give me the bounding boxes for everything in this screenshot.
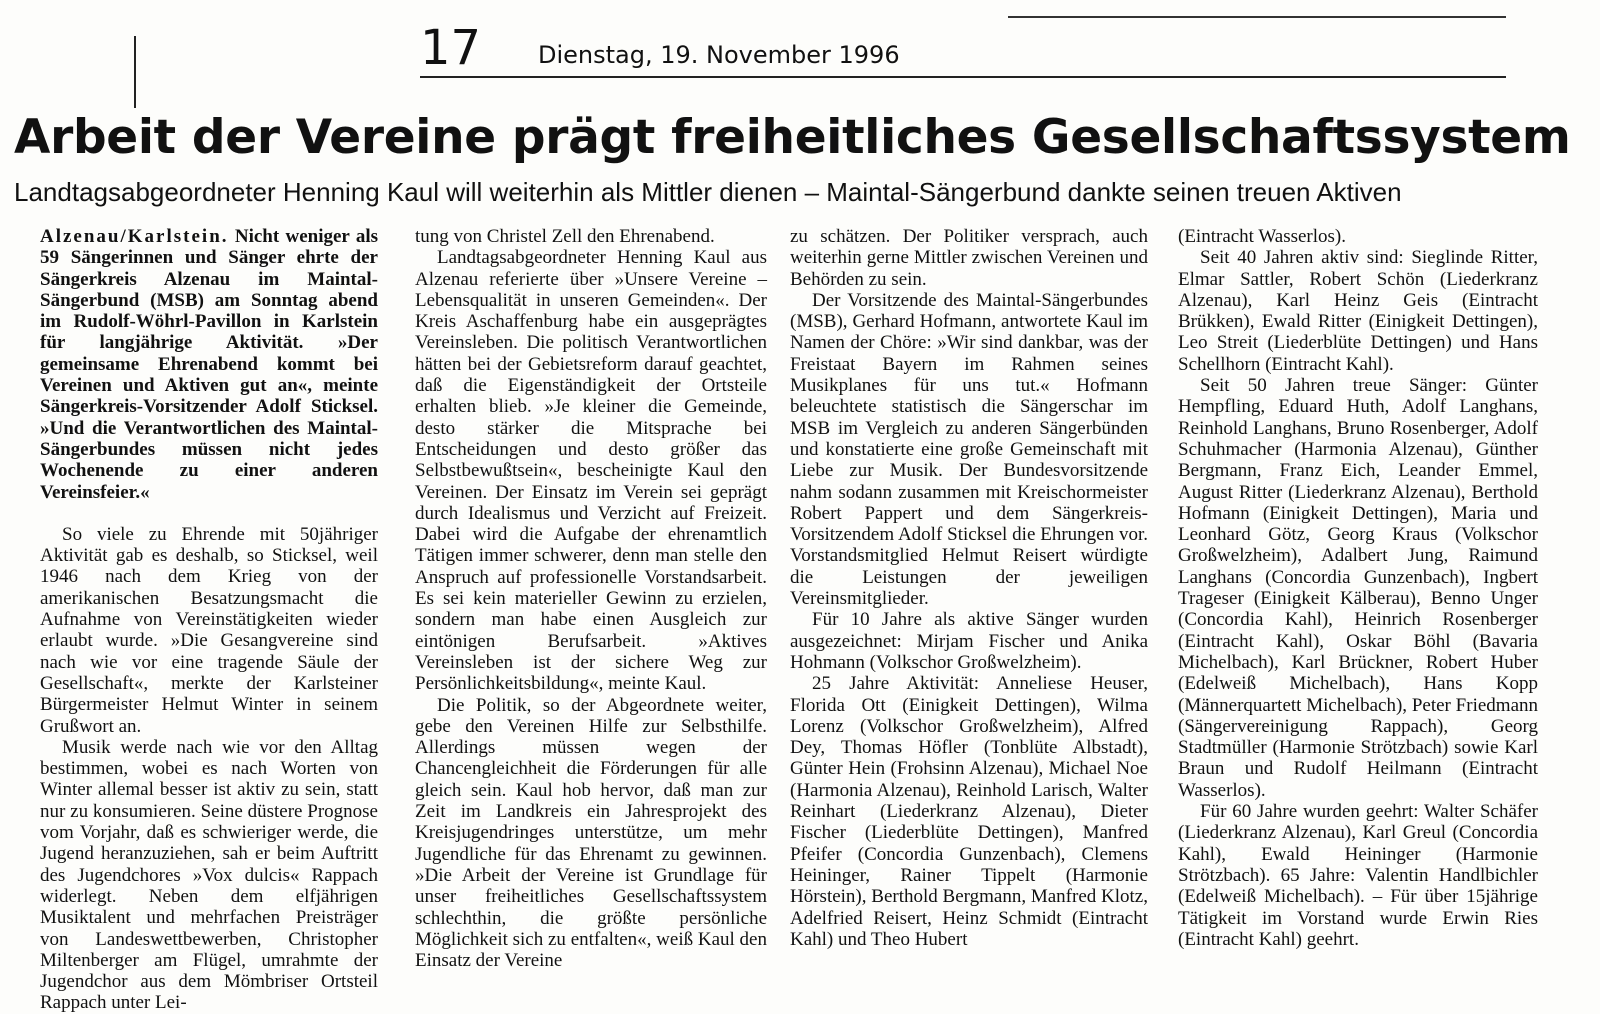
page-date: Dienstag, 19. November 1996 <box>538 41 900 69</box>
article-paragraph: 25 Jahre Aktivität: Anneliese Heuser, Florida Ott (Einigkeit Dettingen), Wilma Lorenz (Volkschor Großwelzheim), Alfred Dey, Thomas Höfler (Tonblüte Albstadt), Günter Hein (Frohsinn Alzenau), Michael Noe (Harmonia Alzenau), Reinhold Larisch, Walter Reinhart (Liederkranz Alzenau), Dieter Fischer (Liederblüte Dettingen), Manfred Pfeifer (Concordia Gunzenbach), Clemens Heininger, Rainer Tippelt (Harmonie Hörstein), Berthold Bergmann, Manfred Klotz, Adelfried Reisert, Heinz Schmidt (Eintracht Kahl) und Theo Hubert <box>790 673 1148 950</box>
article-paragraph: tung von Christel Zell den Ehrenabend. <box>415 226 715 247</box>
article-column-2 <box>415 226 767 976</box>
article-paragraph: Für 60 Jahre wurden geehrt: Walter Schäfer (Liederkranz Alzenau), Karl Greul (Concordia Kahl), Ewald Heininger (Harmonie Strötzbach). 65 Jahre: Valentin Handlbichler (Edelweiß Michelbach). – Für über 15jährige Tätigkeit im Vorstand wurde Erwin Ries (Eintracht Kahl) geehrt. <box>1178 801 1538 950</box>
top-rule <box>1008 16 1506 18</box>
article-paragraph: Der Vorsitzende des Maintal-Sängerbundes (MSB), Gerhard Hofmann, antwortete Kaul im Namen der Chöre: »Wir sind dankbar, was der Freistaat Bayern im Rahmen seines Musikplanes für uns tut.« Hofmann beleuchtete statistisch die Sängerschar im MSB im Vergleich zu anderen Sängerbünden und konstatierte eine große Gemeinschaft mit Liebe zur Musik. Der Bundesvorsitzende nahm sodann zusammen mit Kreischormeister Robert Pappert und dem Sängerkreis-Vorsitzendem Adolf Sticksel die Ehrungen vor. Vorstandsmitglied Helmut Reisert würdigte die Leistungen der jeweiligen Vereinsmitglieder. <box>790 289 1148 610</box>
subheadline: Landtagsabgeordneter Henning Kaul will weiterhin als Mittler dienen – Maintal-Sängerbund dankte seinen treuen Aktiven <box>14 177 1402 207</box>
article-paragraph: Für 10 Jahre als aktive Sänger wurden ausgezeichnet: Mirjam Fischer und Anika Hohmann (Volkschor Großwelzheim). <box>790 609 1148 673</box>
margin-rule <box>134 36 136 108</box>
article-paragraph: Landtagsabgeordneter Henning Kaul aus Alzenau referierte über »Unsere Vereine – Lebensqualität in unseren Gemeinden«. Der Kreis Aschaffenburg habe ein ausgeprägtes Vereinsleben. Die politisch Verantwortlichen hätten bei der Gebietsreform darauf geachtet, daß die Eigenständigkeit der Ortsteile erhalten blieb. »Je kleiner die Gemeinde, desto stärker die Mitsprache bei Entscheidungen und desto größer das Selbstbewußtsein«, bescheinigte Kaul den Vereinen. Der Einsatz im Verein sei geprägt durch Idealismus und Verzicht auf Freizeit. Dabei wird die Aufgabe der ehrenamtlich Tätigen immer schwerer, denn man stelle den Anspruch auf professionelle Vorstandsarbeit. Es sei kein materieller Gewinn zu erzielen, sondern man habe einen Ausgleich zur eintönigen Berufsarbeit. »Aktives Vereinsleben ist der sichere Weg zur Persönlichkeitsbildung«, meinte Kaul. <box>415 247 767 695</box>
lead-text: Nicht weniger als 59 Sängerinnen und Sänger ehrte der Sängerkreis Alzenau im Maintal-Sängerbund (MSB) am Sonntag abend im Rudolf-Wöhrl-Pavillon in Karlstein für langjährige Aktivität. »Der gemeinsame Ehrenabend kommt bei Vereinen und Aktiven gut an«, meinte Sängerkreis-Vorsitzender Adolf Sticksel. »Und die Verantwortlichen des Maintal-Sängerbundes müssen nicht jedes Wochenende zu einer anderen Vereinsfeier.« <box>40 226 378 503</box>
page-masthead <box>420 22 1506 78</box>
article-paragraph: Seit 40 Jahren aktiv sind: Sieglinde Ritter, Elmar Sattler, Robert Schön (Liederkranz Alzenau), Karl Heinz Geis (Eintracht Brükken), Ewald Ritter (Einigkeit Dettingen), Leo Streit (Liederblüte Dettingen) und Hans Schellhorn (Eintracht Kahl). <box>1178 247 1538 375</box>
lead-paragraph <box>40 226 378 503</box>
dateline: Alzenau/Karlstein. <box>40 226 229 247</box>
article-paragraph: So viele zu Ehrende mit 50jähriger Aktivität gab es deshalb, so Sticksel, weil 1946 nach dem Krieg von der amerikanischen Besatzungsmacht die Aufnahme von Vereinstätigkeiten wieder erlaubt wurde. »Die Gesangvereine sind nach wie vor eine tragende Säule der Gesellschaft«, merkte der Karlsteiner Bürgermeister Helmut Winter in seinem Grußwort an. <box>40 523 378 737</box>
headline: Arbeit der Vereine prägt freiheitliches Gesellschaftssystem <box>14 110 1571 165</box>
page-number: 17 <box>420 20 482 76</box>
article-paragraph: Die Politik, so der Abgeordnete weiter, gebe den Vereinen Hilfe zur Selbsthilfe. Allerdings müssen wegen der Chancengleichheit die Förderungen für alle gleich sein. Kaul hob hervor, daß man zur Zeit im Landkreis ein Jahresprojekt des Kreisjugendringes unterstütze, um mehr Jugendliche für das Ehrenamt zu gewinnen. »Die Arbeit der Vereine ist Grundlage für unser freiheitliches Gesellschaftssystem schlechthin, die größte persönliche Möglichkeit sich zu entfalten«, weiß Kaul den Einsatz der Vereine <box>415 694 767 972</box>
article-paragraph: Musik werde nach wie vor den Alltag bestimmen, wobei es nach Worten von Winter allemal besser ist aktiv zu sein, statt nur zu konsumieren. Seine düstere Prognose vom Vorjahr, daß es schwieriger werde, die Jugend heranzuziehen, sah er beim Auftritt des Jugendchores »Vox dulcis« Rappach widerlegt. Neben dem elfjährigen Musiktalent und mehrfachen Preisträger von Landeswettbewerben, Christopher Miltenberger am Flügel, umrahmte der Jugendchor aus dem Mömbriser Ortsteil Rappach unter Lei- <box>40 736 378 1014</box>
article-paragraph: (Eintracht Wasserlos). <box>1178 226 1347 247</box>
article-paragraph: zu schätzen. Der Politiker versprach, auch weiterhin gerne Mittler zwischen Vereinen und Behörden zu sein. <box>790 226 1148 290</box>
article-paragraph: Seit 50 Jahren treue Sänger: Günter Hempfling, Eduard Huth, Adolf Langhans, Reinhold Langhans, Bruno Rosenberger, Adolf Schuhmacher (Harmonia Alzenau), Günther Bergmann, Franz Eich, Leander Emmel, August Ritter (Liederkranz Alzenau), Berthold Hofmann (Einigkeit Dettingen), Maria und Leonhard Götz, Georg Kraus (Volkschor Großwelzheim), Adalbert Jung, Raimund Langhans (Concordia Gunzenbach), Ingbert Trageser (Einigkeit Kälberau), Benno Unger (Concordia Kahl), Heinrich Rosenberger (Eintracht Kahl), Oskar Böhl (Bavaria Michelbach), Karl Brückner, Robert Huber (Edelweiß Michelbach), Hans Kopp (Männerquartett Michelbach), Peter Friedmann (Sängervereinigung Rappach), Georg Stadtmüller (Harmonie Strötzbach) sowie Karl Braun und Rudolf Heilmann (Eintracht Wasserlos). <box>1178 375 1538 801</box>
article-column-3 <box>790 226 1148 976</box>
article-column-4 <box>1178 226 1538 976</box>
article-column-1 <box>40 226 378 1014</box>
